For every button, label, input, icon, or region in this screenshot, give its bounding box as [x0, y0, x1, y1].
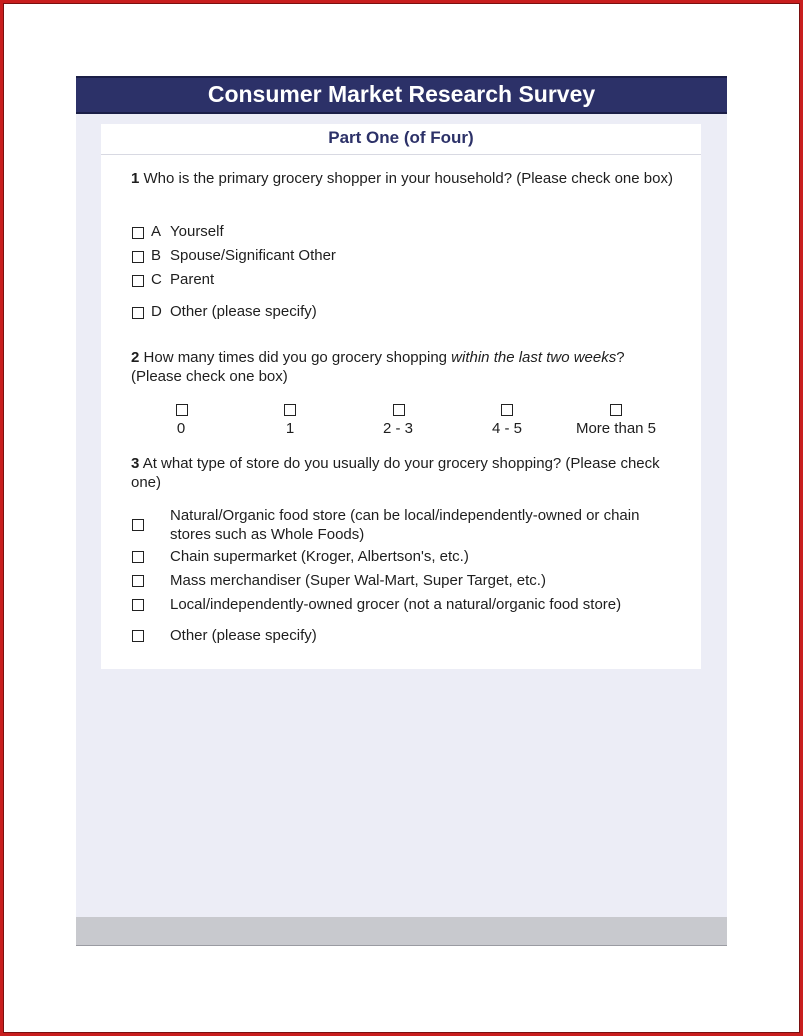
question-1: [131, 169, 676, 188]
q1-checkbox-d[interactable]: [132, 307, 144, 319]
q2-checkbox-4-5[interactable]: [501, 404, 513, 416]
q2-label-1: 1: [285, 420, 295, 437]
q3-checkbox-chain-supermarket[interactable]: [132, 551, 144, 563]
survey-sheet: [76, 76, 727, 946]
q1-checkbox-b[interactable]: [132, 251, 144, 263]
q2-checkbox-0[interactable]: [176, 404, 188, 416]
q3-label-natural-organic: Natural/Organic food store (can be local/independently-owned or chain stores such as Whole Foods): [170, 507, 640, 543]
q3-checkbox-mass-merchandiser[interactable]: [132, 575, 144, 587]
q1-label-c: Parent: [170, 271, 215, 288]
q1-checkbox-a[interactable]: [132, 227, 144, 239]
question-3-text: At what type of store do you usually do your grocery shopping? (Please check one): [131, 455, 660, 491]
q3-label-other: Other (please specify): [170, 627, 317, 644]
question-1-text: Who is the primary grocery shopper in your household? (Please check one box): [143, 170, 673, 187]
q2-checkbox-more-than-5[interactable]: [610, 404, 622, 416]
q3-label-chain-supermarket: Chain supermarket (Kroger, Albertson's, etc.): [170, 548, 469, 565]
footer-band: [76, 917, 727, 946]
q3-checkbox-natural-organic[interactable]: [132, 519, 144, 531]
q1-letter-d: D: [151, 303, 162, 320]
question-3-number: 3: [131, 455, 140, 472]
part-title: Part One (of Four): [101, 124, 701, 155]
question-2-text-before: How many times did you go grocery shopping: [143, 349, 452, 366]
q2-label-0: 0: [176, 420, 186, 437]
question-1-number: 1: [131, 170, 140, 187]
q1-letter-a: A: [151, 223, 162, 240]
q2-checkbox-2-3[interactable]: [393, 404, 405, 416]
q2-checkbox-1[interactable]: [284, 404, 296, 416]
survey-title: Consumer Market Research Survey: [76, 76, 727, 114]
question-2-text-after: ? (Please check one box): [131, 349, 625, 385]
q1-letter-b: B: [151, 247, 162, 264]
q2-label-more-than-5: More than 5: [575, 420, 657, 437]
q1-label-d: Other (please specify): [170, 303, 317, 320]
q3-label-mass-merchandiser: Mass merchandiser (Super Wal-Mart, Super Target, etc.): [170, 572, 546, 589]
q3-checkbox-local-grocer[interactable]: [132, 599, 144, 611]
question-2-number: 2: [131, 349, 140, 366]
q3-label-local-grocer: Local/independently-owned grocer (not a natural/organic food store): [170, 596, 622, 613]
question-2: [131, 348, 676, 386]
question-2-text-emphasis: within the last two weeks: [451, 349, 617, 366]
q1-label-a: Yourself: [170, 223, 224, 240]
q3-checkbox-other[interactable]: [132, 630, 144, 642]
question-3: [131, 454, 676, 492]
q1-letter-c: C: [151, 271, 162, 288]
q2-label-4-5: 4 - 5: [491, 420, 522, 437]
q1-label-b: Spouse/Significant Other: [170, 247, 336, 264]
part-one-panel: [101, 124, 701, 669]
q2-label-2-3: 2 - 3: [382, 420, 413, 437]
q1-checkbox-c[interactable]: [132, 275, 144, 287]
